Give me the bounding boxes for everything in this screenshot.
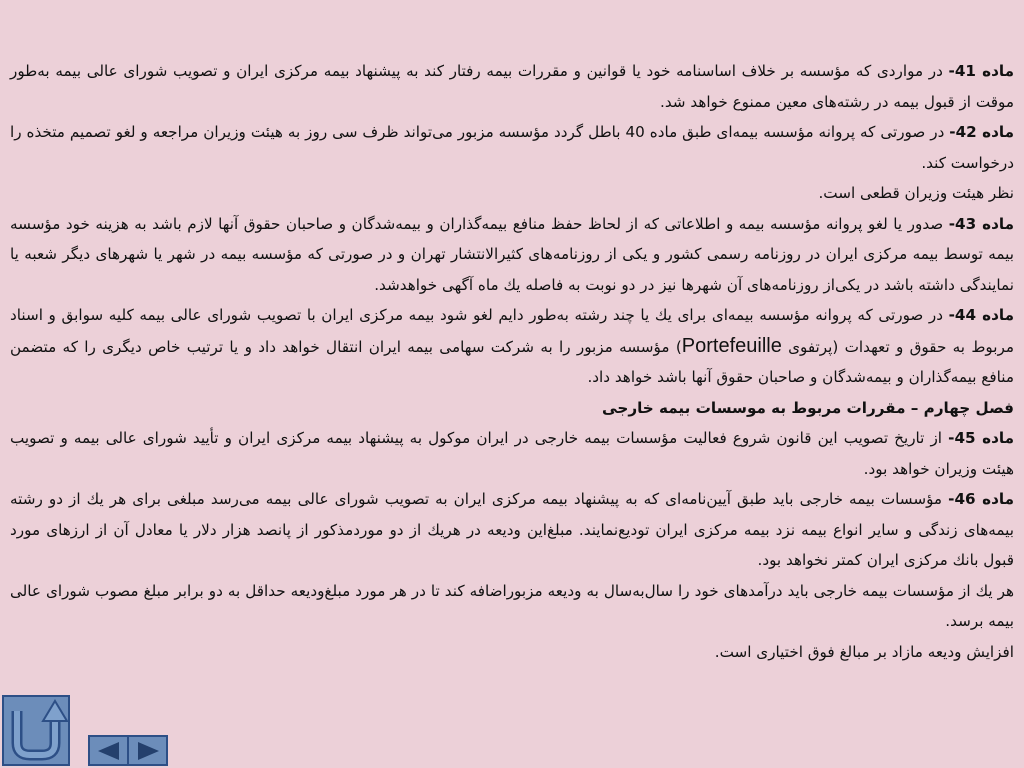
- slide-navigation: [88, 735, 168, 766]
- document-body: [10, 56, 1014, 667]
- article-41: [10, 56, 1014, 117]
- article-42: [10, 117, 1014, 178]
- article-text: در صورتی که پروانه مؤسسه بیمه‌ای طبق ماده 40 باطل گردد مؤسسه مزبور می‌تواند ظرف سی روز به هیئت وزیران مراجعه و لغو تصمیم متخذه را درخواست کند.: [10, 123, 1014, 172]
- article-label: ماده 45-: [948, 429, 1014, 447]
- article-text: صدور یا لغو پروانه مؤسسه بیمه و اطلاعاتی که از لحاظ حفظ منافع بیمه‌گذاران و بیمه‌شدگان و صاحبان حقوق آنها لازم باشد به هزینه خود مؤسسه بیمه توسط بیمه مرکزی ایران در روزنامه رسمی کشور و یکی از روزنامه‌های کثیرالانتشار تهران و در صورتی که مؤسسه بیمه در شهر یا شهرهای دیگر شعبه یا نمایندگی داشته باشد در یکی‌از روزنامه‌های آن شهرها نیز در دو نوبت به فاصله یك ماه آگهی خواهدشد.: [10, 214, 1014, 294]
- latin-term: Portefeuille: [681, 334, 782, 357]
- article-45: [10, 423, 1014, 484]
- article-label: ماده 41-: [948, 62, 1014, 80]
- left-triangle-icon: [96, 741, 122, 761]
- article-43: [10, 209, 1014, 301]
- article-label: ماده 44-: [948, 306, 1014, 324]
- article-44: [10, 300, 1014, 393]
- return-arrow-icon: [4, 697, 68, 764]
- article-42-note: [10, 178, 1014, 209]
- article-text: از تاریخ تصویب این قانون شروع فعالیت مؤسسات بیمه خارجی در ایران موکول به پیشنهاد بیمه مرکزی ایران و تأیید شورای عالی بیمه و تصویب هیئت وزیران خواهد بود.: [10, 429, 1014, 478]
- article-label: ماده 42-: [949, 123, 1014, 141]
- article-text-continued: ) مؤسسه مزبور را به شرکت سهامی بیمه ایران انتقال خواهد داد و یا ترتیب خاص دیگری را که متضمن منافع بیمه‌گذاران و بیمه‌شدگان و صاحبان حقوق آنها باشد خواهد داد.: [10, 337, 1014, 386]
- article-text: هر یك از مؤسسات بیمه خارجی باید درآمدهای خود را سال‌به‌سال به ودیعه مزبوراضافه کند تا در هر مورد مبلغ‌ودیعه حداقل به دو برابر مبلغ مصوب شورای عالی بیمه برسد.: [10, 581, 1014, 630]
- article-46-para-3: [10, 637, 1014, 668]
- article-46-para-2: [10, 576, 1014, 637]
- article-text: نظر هیئت وزیران قطعی است.: [818, 184, 1014, 202]
- next-button[interactable]: [127, 737, 166, 764]
- article-46: [10, 484, 1014, 576]
- article-text: در صورتی که پروانه مؤسسه بیمه‌ای برای یك یا چند رشته به‌طور دایم لغو شود بیمه مرکزی ایران با تصویب شورای عالی بیمه کلیه سوابق و اسناد مربوط به حقوق و تعهدات (پرتفوی: [10, 306, 1014, 356]
- article-text: در مواردی که مؤسسه بر خلاف اساسنامه خود یا قوانین و مقررات بیمه رفتار کند به پیشنهاد بیمه مرکزی ایران و تصویب شورای عالی بیمه به‌طور موقت از قبول بیمه در رشته‌های معین ممنوع خواهد شد.: [10, 62, 1014, 111]
- article-label: ماده 46-: [948, 490, 1014, 508]
- previous-button[interactable]: [90, 737, 127, 764]
- article-text: مؤسسات بیمه خارجی باید طبق آیین‌نامه‌ای که به پیشنهاد بیمه مرکزی ایران به تصویب شورای عالی بیمه می‌رسد مبلغی برای هر یك از دو رشته بیمه‌های زندگی و سایر انواع بیمه نزد بیمه مرکزی ایران تودیع‌نمایند. مبلغ‌این ودیعه در هریك از دو موردمذکور از پانصد هزار دلار یا معادل آن از ارزهای مورد قبول بانك مرکزی ایران کمتر نخواهد بود.: [10, 490, 1014, 569]
- article-text: افزایش ودیعه مازاد بر مبالغ فوق اختیاری است.: [714, 642, 1014, 661]
- return-button[interactable]: [2, 695, 70, 766]
- right-triangle-icon: [135, 741, 161, 761]
- article-label: ماده 43-: [948, 214, 1015, 233]
- chapter-heading: فصل چهارم – مقررات مربوط به موسسات بیمه خارجی: [602, 398, 1014, 417]
